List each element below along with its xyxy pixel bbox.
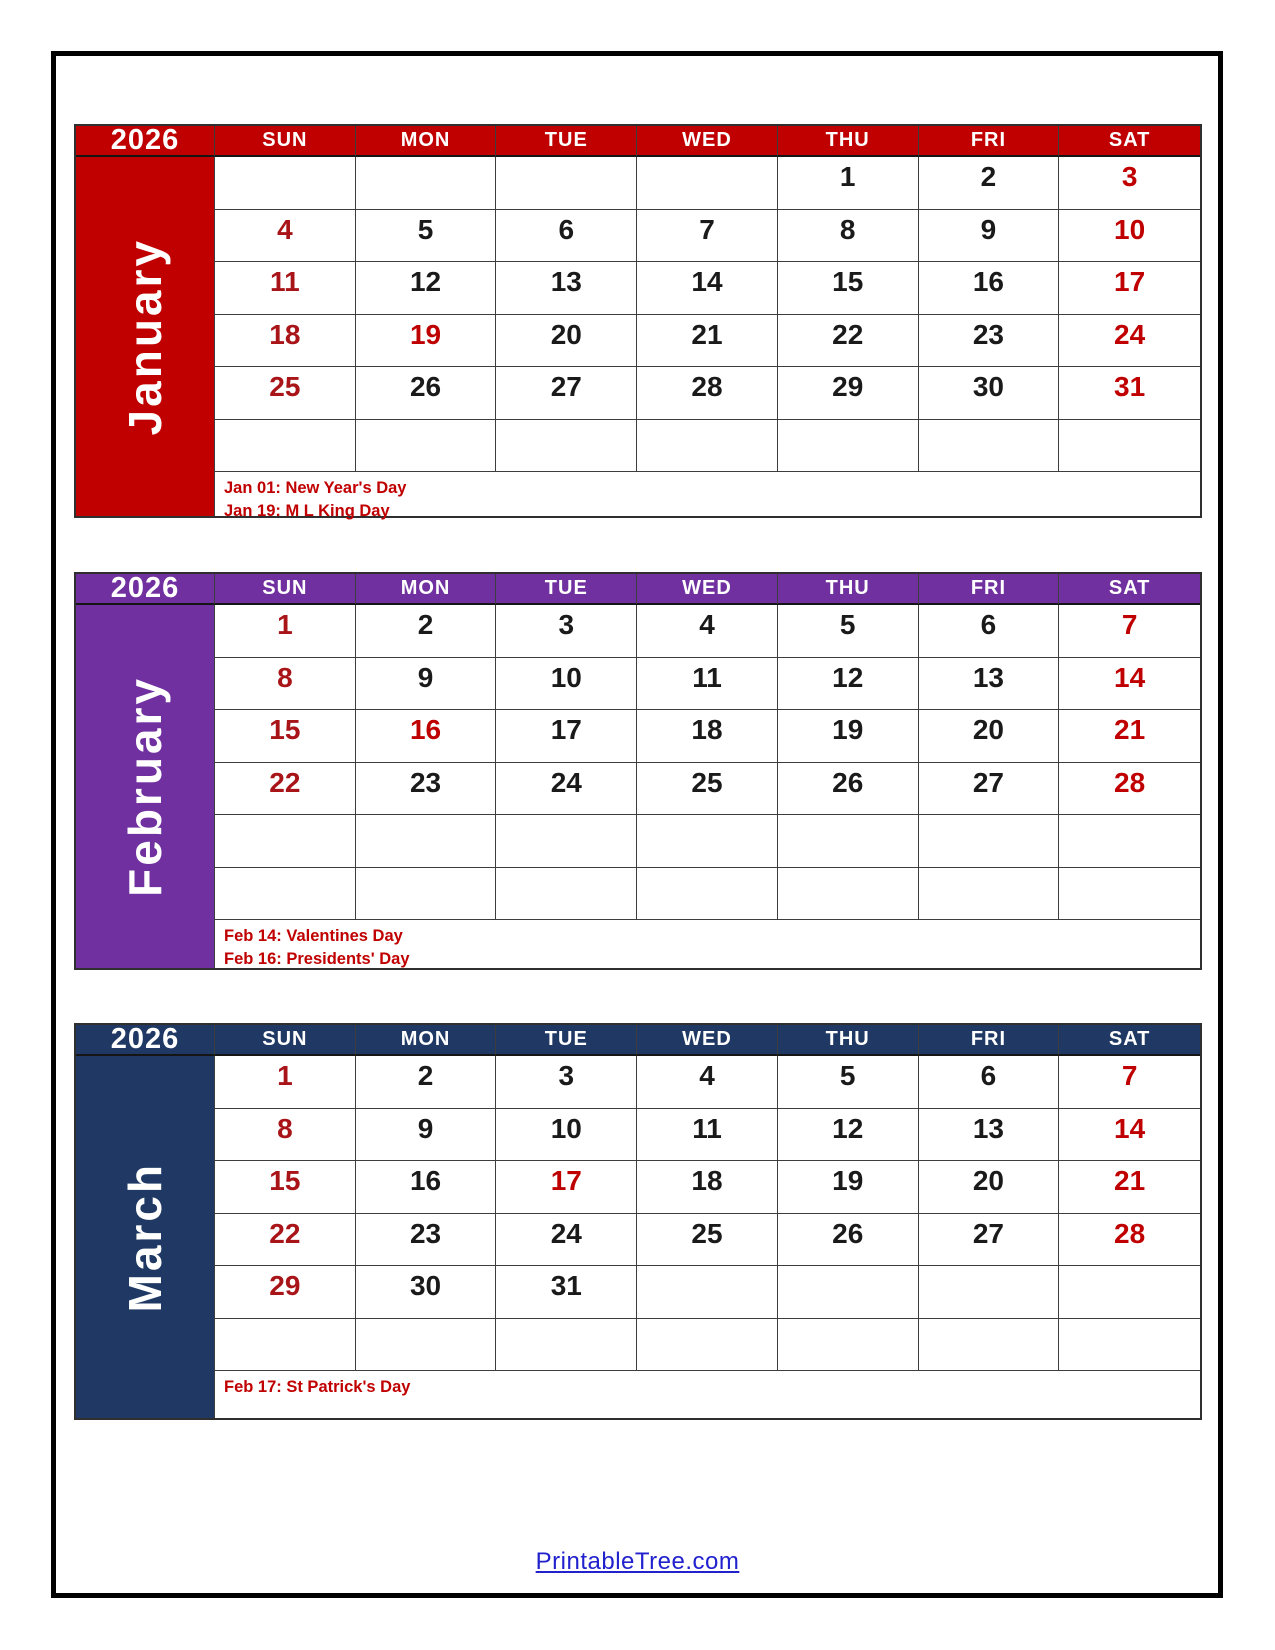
- day-cell-february-21: 21: [1059, 710, 1200, 763]
- year-label-february: 2026: [76, 574, 215, 605]
- day-cell-january-21: 21: [637, 315, 778, 368]
- day-cell-march-12: 12: [778, 1109, 919, 1162]
- footer: [0, 1548, 1275, 1576]
- empty-cell-february-r6c2: [356, 868, 497, 921]
- day-cell-march-18: 18: [637, 1161, 778, 1214]
- day-cell-january-2: 2: [919, 157, 1060, 210]
- day-cell-march-28: 28: [1059, 1214, 1200, 1267]
- day-cell-january-20: 20: [496, 315, 637, 368]
- day-cell-february-9: 9: [356, 658, 497, 711]
- weekday-header-mon: MON: [356, 126, 497, 157]
- day-cell-february-17: 17: [496, 710, 637, 763]
- weekday-header-sun: SUN: [215, 574, 356, 605]
- year-label-january: 2026: [76, 126, 215, 157]
- day-cell-march-4: 4: [637, 1056, 778, 1109]
- weekday-header-tue: TUE: [496, 1025, 637, 1056]
- day-cell-january-31: 31: [1059, 367, 1200, 420]
- empty-cell-february-r5c4: [637, 815, 778, 868]
- day-cell-february-27: 27: [919, 763, 1060, 816]
- day-cell-february-28: 28: [1059, 763, 1200, 816]
- day-cell-january-7: 7: [637, 210, 778, 263]
- day-cell-february-23: 23: [356, 763, 497, 816]
- weekday-header-sun: SUN: [215, 126, 356, 157]
- day-cell-march-8: 8: [215, 1109, 356, 1162]
- day-cell-march-2: 2: [356, 1056, 497, 1109]
- day-cell-march-17: 17: [496, 1161, 637, 1214]
- holiday-notes-february: [215, 920, 1200, 968]
- day-cell-february-6: 6: [919, 605, 1060, 658]
- empty-cell-february-r5c7: [1059, 815, 1200, 868]
- day-cell-march-22: 22: [215, 1214, 356, 1267]
- empty-cell-january-r1c2: [356, 157, 497, 210]
- empty-cell-march-r5c7: [1059, 1266, 1200, 1319]
- empty-cell-january-r1c1: [215, 157, 356, 210]
- weekday-header-fri: FRI: [919, 574, 1060, 605]
- month-label-january: January: [119, 237, 171, 436]
- day-cell-february-1: 1: [215, 605, 356, 658]
- day-cell-february-14: 14: [1059, 658, 1200, 711]
- day-cell-january-30: 30: [919, 367, 1060, 420]
- empty-cell-january-r1c3: [496, 157, 637, 210]
- day-cell-march-10: 10: [496, 1109, 637, 1162]
- empty-cell-february-r6c3: [496, 868, 637, 921]
- day-cell-january-12: 12: [356, 262, 497, 315]
- day-cell-january-6: 6: [496, 210, 637, 263]
- weekday-header-wed: WED: [637, 126, 778, 157]
- day-cell-february-12: 12: [778, 658, 919, 711]
- day-cell-march-3: 3: [496, 1056, 637, 1109]
- weekday-header-wed: WED: [637, 574, 778, 605]
- weekday-header-wed: WED: [637, 1025, 778, 1056]
- day-cell-february-10: 10: [496, 658, 637, 711]
- empty-cell-february-r5c2: [356, 815, 497, 868]
- day-cell-january-23: 23: [919, 315, 1060, 368]
- year-label-march: 2026: [76, 1025, 215, 1056]
- day-cell-february-22: 22: [215, 763, 356, 816]
- day-cell-january-24: 24: [1059, 315, 1200, 368]
- day-cell-january-25: 25: [215, 367, 356, 420]
- day-cell-january-10: 10: [1059, 210, 1200, 263]
- day-cell-march-31: 31: [496, 1266, 637, 1319]
- day-cell-march-23: 23: [356, 1214, 497, 1267]
- day-cell-january-1: 1: [778, 157, 919, 210]
- holiday-note-february-1: Feb 14: Valentines Day: [224, 927, 403, 945]
- empty-cell-march-r6c5: [778, 1319, 919, 1372]
- day-cell-february-11: 11: [637, 658, 778, 711]
- day-cell-march-9: 9: [356, 1109, 497, 1162]
- holiday-notes-march: [215, 1371, 1200, 1418]
- empty-cell-february-r6c6: [919, 868, 1060, 921]
- day-cell-february-24: 24: [496, 763, 637, 816]
- holiday-note-february-2: Feb 16: Presidents' Day: [224, 950, 410, 968]
- day-cell-march-27: 27: [919, 1214, 1060, 1267]
- month-sidebar-january: [76, 157, 215, 516]
- empty-cell-march-r5c6: [919, 1266, 1060, 1319]
- day-cell-march-11: 11: [637, 1109, 778, 1162]
- day-cell-february-13: 13: [919, 658, 1060, 711]
- empty-cell-february-r5c6: [919, 815, 1060, 868]
- weekday-header-fri: FRI: [919, 126, 1060, 157]
- day-cell-february-15: 15: [215, 710, 356, 763]
- empty-cell-february-r5c3: [496, 815, 637, 868]
- day-cell-january-14: 14: [637, 262, 778, 315]
- calendar-january: [74, 124, 1202, 518]
- month-sidebar-february: [76, 605, 215, 968]
- day-cell-january-8: 8: [778, 210, 919, 263]
- empty-cell-january-r6c6: [919, 420, 1060, 473]
- day-cell-february-7: 7: [1059, 605, 1200, 658]
- day-cell-february-3: 3: [496, 605, 637, 658]
- empty-cell-february-r6c7: [1059, 868, 1200, 921]
- day-cell-march-26: 26: [778, 1214, 919, 1267]
- month-label-february: February: [119, 676, 171, 897]
- empty-cell-january-r6c4: [637, 420, 778, 473]
- empty-cell-february-r5c1: [215, 815, 356, 868]
- weekday-header-fri: FRI: [919, 1025, 1060, 1056]
- weekday-header-tue: TUE: [496, 126, 637, 157]
- day-cell-march-1: 1: [215, 1056, 356, 1109]
- empty-cell-january-r6c7: [1059, 420, 1200, 473]
- weekday-header-thu: THU: [778, 126, 919, 157]
- empty-cell-february-r6c1: [215, 868, 356, 921]
- weekday-header-thu: THU: [778, 1025, 919, 1056]
- weekday-header-sat: SAT: [1059, 126, 1200, 157]
- day-cell-january-29: 29: [778, 367, 919, 420]
- day-cell-march-13: 13: [919, 1109, 1060, 1162]
- day-cell-january-4: 4: [215, 210, 356, 263]
- day-cell-january-15: 15: [778, 262, 919, 315]
- day-cell-march-15: 15: [215, 1161, 356, 1214]
- empty-cell-march-r6c1: [215, 1319, 356, 1372]
- day-cell-february-2: 2: [356, 605, 497, 658]
- day-cell-january-19: 19: [356, 315, 497, 368]
- weekday-header-mon: MON: [356, 1025, 497, 1056]
- day-cell-january-9: 9: [919, 210, 1060, 263]
- day-cell-january-13: 13: [496, 262, 637, 315]
- calendar-february: [74, 572, 1202, 970]
- empty-cell-march-r6c2: [356, 1319, 497, 1372]
- empty-cell-march-r6c3: [496, 1319, 637, 1372]
- day-cell-march-20: 20: [919, 1161, 1060, 1214]
- empty-cell-february-r6c5: [778, 868, 919, 921]
- day-cell-january-3: 3: [1059, 157, 1200, 210]
- day-cell-february-16: 16: [356, 710, 497, 763]
- day-cell-january-18: 18: [215, 315, 356, 368]
- day-cell-february-25: 25: [637, 763, 778, 816]
- empty-cell-march-r5c5: [778, 1266, 919, 1319]
- empty-cell-march-r6c6: [919, 1319, 1060, 1372]
- weekday-header-sat: SAT: [1059, 574, 1200, 605]
- empty-cell-march-r6c4: [637, 1319, 778, 1372]
- day-cell-january-27: 27: [496, 367, 637, 420]
- day-cell-march-6: 6: [919, 1056, 1060, 1109]
- empty-cell-february-r5c5: [778, 815, 919, 868]
- weekday-header-sun: SUN: [215, 1025, 356, 1056]
- empty-cell-january-r6c2: [356, 420, 497, 473]
- month-label-march: March: [119, 1161, 171, 1313]
- day-cell-february-4: 4: [637, 605, 778, 658]
- day-cell-march-16: 16: [356, 1161, 497, 1214]
- day-cell-march-25: 25: [637, 1214, 778, 1267]
- day-cell-january-22: 22: [778, 315, 919, 368]
- weekday-header-thu: THU: [778, 574, 919, 605]
- day-cell-march-14: 14: [1059, 1109, 1200, 1162]
- day-cell-february-20: 20: [919, 710, 1060, 763]
- day-cell-march-19: 19: [778, 1161, 919, 1214]
- day-cell-february-8: 8: [215, 658, 356, 711]
- day-cell-january-28: 28: [637, 367, 778, 420]
- day-cell-february-18: 18: [637, 710, 778, 763]
- day-cell-february-19: 19: [778, 710, 919, 763]
- day-cell-march-29: 29: [215, 1266, 356, 1319]
- empty-cell-march-r6c7: [1059, 1319, 1200, 1372]
- day-cell-march-5: 5: [778, 1056, 919, 1109]
- day-cell-january-16: 16: [919, 262, 1060, 315]
- empty-cell-january-r6c3: [496, 420, 637, 473]
- empty-cell-february-r6c4: [637, 868, 778, 921]
- calendar-march: [74, 1023, 1202, 1420]
- day-cell-march-30: 30: [356, 1266, 497, 1319]
- empty-cell-january-r1c4: [637, 157, 778, 210]
- day-cell-march-21: 21: [1059, 1161, 1200, 1214]
- month-sidebar-march: [76, 1056, 215, 1418]
- day-cell-february-5: 5: [778, 605, 919, 658]
- weekday-header-mon: MON: [356, 574, 497, 605]
- day-cell-january-5: 5: [356, 210, 497, 263]
- day-cell-january-26: 26: [356, 367, 497, 420]
- day-cell-january-17: 17: [1059, 262, 1200, 315]
- empty-cell-january-r6c5: [778, 420, 919, 473]
- holiday-note-january-1: Jan 01: New Year's Day: [224, 479, 407, 497]
- weekday-header-tue: TUE: [496, 574, 637, 605]
- day-cell-march-24: 24: [496, 1214, 637, 1267]
- day-cell-february-26: 26: [778, 763, 919, 816]
- holiday-notes-january: [215, 472, 1200, 520]
- holiday-note-march-1: Feb 17: St Patrick's Day: [224, 1378, 411, 1396]
- day-cell-march-7: 7: [1059, 1056, 1200, 1109]
- holiday-note-january-2: Jan 19: M L King Day: [224, 502, 390, 520]
- empty-cell-march-r5c4: [637, 1266, 778, 1319]
- printabletree-link[interactable]: PrintableTree.com: [535, 1548, 740, 1575]
- day-cell-january-11: 11: [215, 262, 356, 315]
- weekday-header-sat: SAT: [1059, 1025, 1200, 1056]
- empty-cell-january-r6c1: [215, 420, 356, 473]
